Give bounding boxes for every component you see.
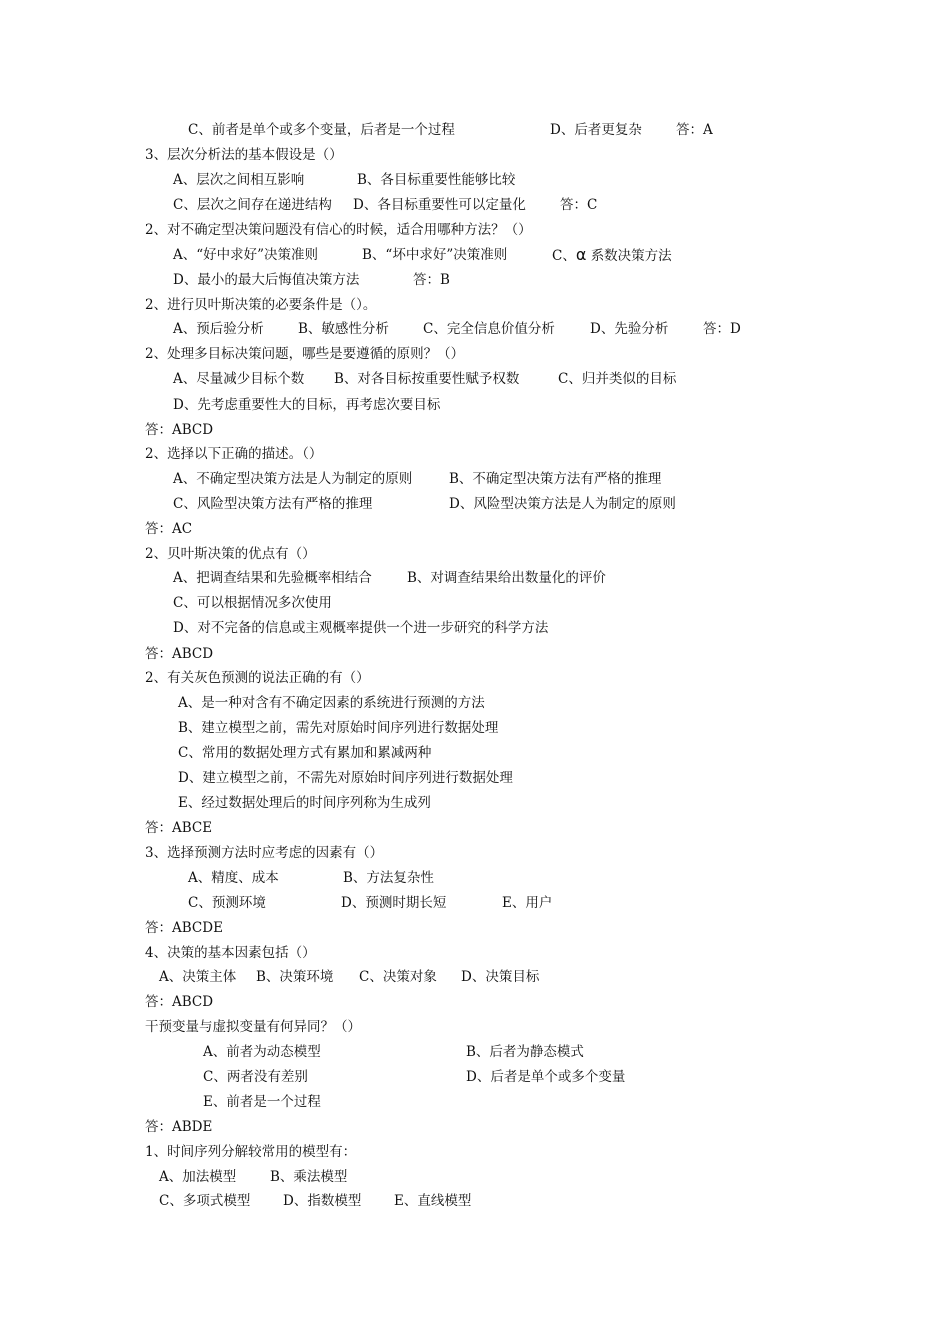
option-b: B、对调查结果给出数量化的评价 bbox=[407, 570, 606, 586]
option-b: B、对各目标按重要性赋予权数 bbox=[334, 371, 520, 387]
option-c: C、归并类似的目标 bbox=[558, 371, 677, 387]
option-b: B、“坏中求好”决策准则 bbox=[362, 247, 508, 263]
option-d: D、后者是单个或多个变量 bbox=[466, 1069, 626, 1085]
question-stem: 2、处理多目标决策问题，哪些是要遵循的原则？（） bbox=[145, 346, 465, 362]
option-c: C、两者没有差别 bbox=[203, 1069, 308, 1085]
question-stem: 3、选择预测方法时应考虑的因素有（） bbox=[145, 845, 384, 861]
option-a: A、精度、成本 bbox=[188, 870, 279, 886]
option-a: A、层次之间相互影响 bbox=[173, 172, 305, 188]
question-stem: 2、进行贝叶斯决策的必要条件是（）。 bbox=[145, 297, 377, 313]
option-c: C、常用的数据处理方式有累加和累减两种 bbox=[178, 745, 432, 761]
answer: 答：D bbox=[703, 321, 741, 337]
option-b: B、乘法模型 bbox=[270, 1169, 348, 1185]
option-c bbox=[552, 246, 672, 265]
option-a: A、“好中求好”决策准则 bbox=[173, 247, 319, 263]
answer: 答：ABCD bbox=[145, 994, 214, 1010]
option-c: C、多项式模型 bbox=[159, 1193, 251, 1209]
option-c: C、预测环境 bbox=[188, 895, 266, 911]
option-a: A、把调查结果和先验概率相结合 bbox=[173, 570, 372, 586]
option-c: C、决策对象 bbox=[359, 969, 437, 985]
option-d: D、后者更复杂 bbox=[550, 122, 642, 138]
option-a: A、加法模型 bbox=[159, 1169, 237, 1185]
question-stem: 2、有关灰色预测的说法正确的有（） bbox=[145, 670, 370, 686]
question-stem: 4、决策的基本因素包括（） bbox=[145, 945, 316, 961]
alpha-symbol: α bbox=[575, 245, 587, 264]
answer: 答：C bbox=[560, 197, 598, 213]
option-a: A、是一种对含有不确定因素的系统进行预测的方法 bbox=[178, 695, 485, 711]
option-d: D、决策目标 bbox=[461, 969, 540, 985]
option-e: E、直线模型 bbox=[394, 1193, 472, 1209]
question-stem: 3、层次分析法的基本假设是（） bbox=[145, 147, 343, 163]
answer: 答：B bbox=[413, 272, 450, 288]
question-stem: 1、时间序列分解较常用的模型有： bbox=[145, 1144, 357, 1160]
option-a: A、不确定型决策方法是人为制定的原则 bbox=[173, 471, 413, 487]
option-d: D、先考虑重要性大的目标，再考虑次要目标 bbox=[173, 397, 441, 413]
option-c-suffix: 系数决策方法 bbox=[590, 248, 672, 264]
answer: 答：ABCDE bbox=[145, 920, 223, 936]
option-a: A、前者为动态模型 bbox=[203, 1044, 321, 1060]
answer: 答：ABCD bbox=[145, 422, 214, 438]
option-b: B、决策环境 bbox=[256, 969, 334, 985]
answer: 答：ABCD bbox=[145, 646, 214, 662]
option-a: A、预后验分析 bbox=[173, 321, 264, 337]
option-e: E、用户 bbox=[502, 895, 553, 911]
option-d: D、各目标重要性可以定量化 bbox=[353, 197, 526, 213]
option-d: D、最小的最大后悔值决策方法 bbox=[173, 272, 360, 288]
option-b: B、敏感性分析 bbox=[298, 321, 389, 337]
option-b: B、方法复杂性 bbox=[343, 870, 434, 886]
option-a: A、决策主体 bbox=[159, 969, 237, 985]
option-d: D、风险型决策方法是人为制定的原则 bbox=[449, 496, 676, 512]
option-e: E、前者是一个过程 bbox=[203, 1094, 321, 1110]
answer: 答：AC bbox=[145, 521, 193, 537]
option-d: D、对不完备的信息或主观概率提供一个进一步研究的科学方法 bbox=[173, 620, 549, 636]
option-b: B、建立模型之前，需先对原始时间序列进行数据处理 bbox=[178, 720, 499, 736]
option-c: C、风险型决策方法有严格的推理 bbox=[173, 496, 373, 512]
answer: 答：A bbox=[676, 122, 713, 138]
question-stem: 2、选择以下正确的描述。（） bbox=[145, 446, 323, 462]
option-c-prefix: C、 bbox=[552, 248, 576, 264]
option-c: C、完全信息价值分析 bbox=[423, 321, 555, 337]
option-d: D、建立模型之前，不需先对原始时间序列进行数据处理 bbox=[178, 770, 513, 786]
answer: 答：ABCE bbox=[145, 820, 213, 836]
option-b: B、不确定型决策方法有严格的推理 bbox=[449, 471, 662, 487]
answer: 答：ABDE bbox=[145, 1119, 213, 1135]
option-c: C、层次之间存在递进结构 bbox=[173, 197, 332, 213]
question-stem: 2、对不确定型决策问题没有信心的时候，适合用哪种方法？（） bbox=[145, 222, 532, 238]
option-c: C、前者是单个或多个变量，后者是一个过程 bbox=[188, 122, 455, 138]
question-stem: 2、贝叶斯决策的优点有（） bbox=[145, 546, 316, 562]
option-b: B、各目标重要性能够比较 bbox=[357, 172, 516, 188]
option-d: D、先验分析 bbox=[590, 321, 669, 337]
option-a: A、尽量减少目标个数 bbox=[173, 371, 305, 387]
option-d: D、指数模型 bbox=[283, 1193, 362, 1209]
question-stem: 干预变量与虚拟变量有何异同？（） bbox=[145, 1019, 361, 1035]
option-e: E、经过数据处理后的时间序列称为生成列 bbox=[178, 795, 431, 811]
option-c: C、可以根据情况多次使用 bbox=[173, 595, 332, 611]
option-d: D、预测时期长短 bbox=[341, 895, 447, 911]
option-b: B、后者为静态模式 bbox=[466, 1044, 584, 1060]
